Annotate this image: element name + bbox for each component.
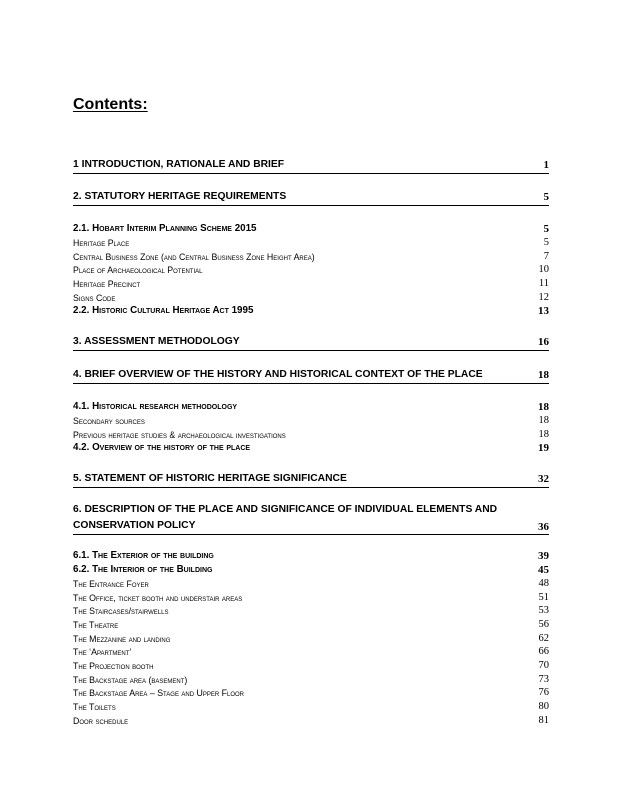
toc-entry-heritage-place[interactable] — [73, 236, 549, 250]
toc-entry-label: The Projection booth — [73, 661, 154, 671]
toc-entry-label: 6.2. The Interior of the Building — [73, 564, 213, 575]
page-title: Contents: — [73, 96, 148, 113]
toc-entry-label: 6. DESCRIPTION OF THE PLACE AND SIGNIFICANCE OF INDIVIDUAL ELEMENTS AND CONSERVATION POLICY — [73, 504, 498, 531]
toc-entry-label: Door schedule — [73, 716, 129, 726]
toc-entry-page: 80 — [538, 701, 549, 712]
toc-entry-page: 5 — [543, 223, 549, 235]
toc-entry-introduction[interactable] — [73, 158, 549, 174]
toc-entry-staircases[interactable] — [73, 604, 549, 618]
toc-entry-label: 4.2. Overview of the history of the place — [73, 442, 251, 453]
toc-entry-page: 12 — [538, 292, 549, 303]
toc-entry-history-overview[interactable] — [73, 368, 549, 384]
toc-entry-history-of-place[interactable] — [73, 441, 549, 455]
toc-entry-page: 51 — [538, 592, 549, 603]
toc-entry-page: 45 — [538, 564, 549, 576]
toc-entry-label: Signs Code — [73, 293, 116, 303]
toc-entry-label: Heritage Precinct — [73, 279, 141, 289]
toc-entry-label: 6.1. The Exterior of the building — [73, 550, 214, 561]
toc-entry-page: 10 — [538, 264, 549, 275]
toc-entry-theatre[interactable] — [73, 618, 549, 632]
toc-entry-label: The Toilets — [73, 702, 116, 712]
toc-entry-assessment-methodology[interactable] — [73, 335, 549, 351]
toc-entry-page: 5 — [543, 191, 549, 203]
toc-entry-page: 16 — [538, 336, 549, 348]
toc-entry-page: 18 — [538, 369, 549, 381]
toc-entry-page: 32 — [538, 473, 549, 485]
toc-entry-page: 18 — [538, 429, 549, 440]
toc-entry-label: 2.2. Historic Cultural Heritage Act 1995 — [73, 305, 254, 316]
toc-entry-projection-booth[interactable] — [73, 659, 549, 673]
toc-entry-page: 1 — [543, 159, 549, 171]
toc-entry-apartment[interactable] — [73, 645, 549, 659]
toc-entry-label: 2. STATUTORY HERITAGE REQUIREMENTS — [73, 191, 287, 202]
toc-entry-label: Heritage Place — [73, 238, 130, 248]
toc-entry-page: 76 — [538, 687, 549, 698]
toc-entry-label: The Mezzanine and landing — [73, 634, 171, 644]
toc-entry-page: 81 — [538, 715, 549, 726]
toc-entry-label: 2.1. Hobart Interim Planning Scheme 2015 — [73, 223, 257, 234]
toc-entry-central-business-zone[interactable] — [73, 250, 549, 264]
toc-entry-label: Previous heritage studies & archaeological investigations — [73, 430, 286, 440]
toc-entry-label: 5. STATEMENT OF HISTORIC HERITAGE SIGNIFICANCE — [73, 473, 347, 484]
toc-entry-backstage-stage[interactable] — [73, 686, 549, 700]
toc-entry-statutory-requirements[interactable] — [73, 190, 549, 206]
toc-entry-label: 4. BRIEF OVERVIEW OF THE HISTORY AND HISTORICAL CONTEXT OF THE PLACE — [73, 369, 483, 380]
toc-entry-page: 62 — [538, 633, 549, 644]
toc-entry-planning-scheme[interactable] — [73, 222, 549, 236]
toc-entry-page: 66 — [538, 646, 549, 657]
toc-entry-label: 4.1. Historical research methodology — [73, 401, 238, 412]
toc-entry-page: 39 — [538, 550, 549, 562]
toc-entry-label: Secondary sources — [73, 416, 145, 426]
toc-entry-signs-code[interactable] — [73, 291, 549, 305]
toc-entry-label: The Backstage area (basement) — [73, 675, 188, 685]
toc-entry-label: The Backstage Area – Stage and Upper Floor — [73, 688, 245, 698]
toc-entry-page: 36 — [538, 521, 549, 533]
toc-entry-description-policy[interactable] — [73, 502, 549, 535]
toc-entry-secondary-sources[interactable] — [73, 414, 549, 428]
toc-entry-archaeological-potential[interactable] — [73, 263, 549, 277]
toc-entry-label: The ‘Apartment’ — [73, 647, 132, 657]
toc-entry-page: 18 — [538, 415, 549, 426]
toc-entry-page: 73 — [538, 674, 549, 685]
toc-entry-interior[interactable] — [73, 563, 549, 577]
toc-entry-backstage-basement[interactable] — [73, 673, 549, 687]
toc-entry-page: 70 — [538, 660, 549, 671]
toc-entry-page: 11 — [538, 278, 549, 289]
toc-entry-exterior[interactable] — [73, 549, 549, 563]
toc-entry-research-methodology[interactable] — [73, 400, 549, 414]
toc-entry-page: 19 — [538, 442, 549, 454]
toc-entry-page: 48 — [538, 578, 549, 589]
toc-entry-label: The Entrance Foyer — [73, 579, 149, 589]
toc-entry-page: 7 — [543, 251, 549, 262]
toc-entry-door-schedule[interactable] — [73, 714, 549, 728]
toc-entry-page: 13 — [538, 305, 549, 317]
toc-entry-significance-statement[interactable] — [73, 472, 549, 488]
toc-entry-label: 1 INTRODUCTION, RATIONALE AND BRIEF — [73, 159, 285, 170]
toc-entry-label: Central Business Zone (and Central Business Zone Height Area) — [73, 252, 315, 262]
toc-entry-page: 53 — [538, 605, 549, 616]
toc-entry-label: 3. ASSESSMENT METHODOLOGY — [73, 336, 240, 347]
toc-entry-label: The Office, ticket booth and understair areas — [73, 593, 243, 603]
toc-entry-entrance-foyer[interactable] — [73, 577, 549, 591]
toc-entry-page: 56 — [538, 619, 549, 630]
toc-entry-office[interactable] — [73, 591, 549, 605]
toc-entry-heritage-act[interactable] — [73, 304, 549, 318]
toc-entry-page: 18 — [538, 401, 549, 413]
toc-entry-label: Place of Archaeological Potential — [73, 265, 203, 275]
toc-entry-toilets[interactable] — [73, 700, 549, 714]
toc-entry-heritage-precinct[interactable] — [73, 277, 549, 291]
toc-entry-page: 5 — [543, 237, 549, 248]
toc-entry-label: The Theatre — [73, 620, 119, 630]
toc-entry-label: The Staircases/stairwells — [73, 606, 169, 616]
toc-entry-previous-studies[interactable] — [73, 428, 549, 442]
toc-entry-mezzanine[interactable] — [73, 632, 549, 646]
